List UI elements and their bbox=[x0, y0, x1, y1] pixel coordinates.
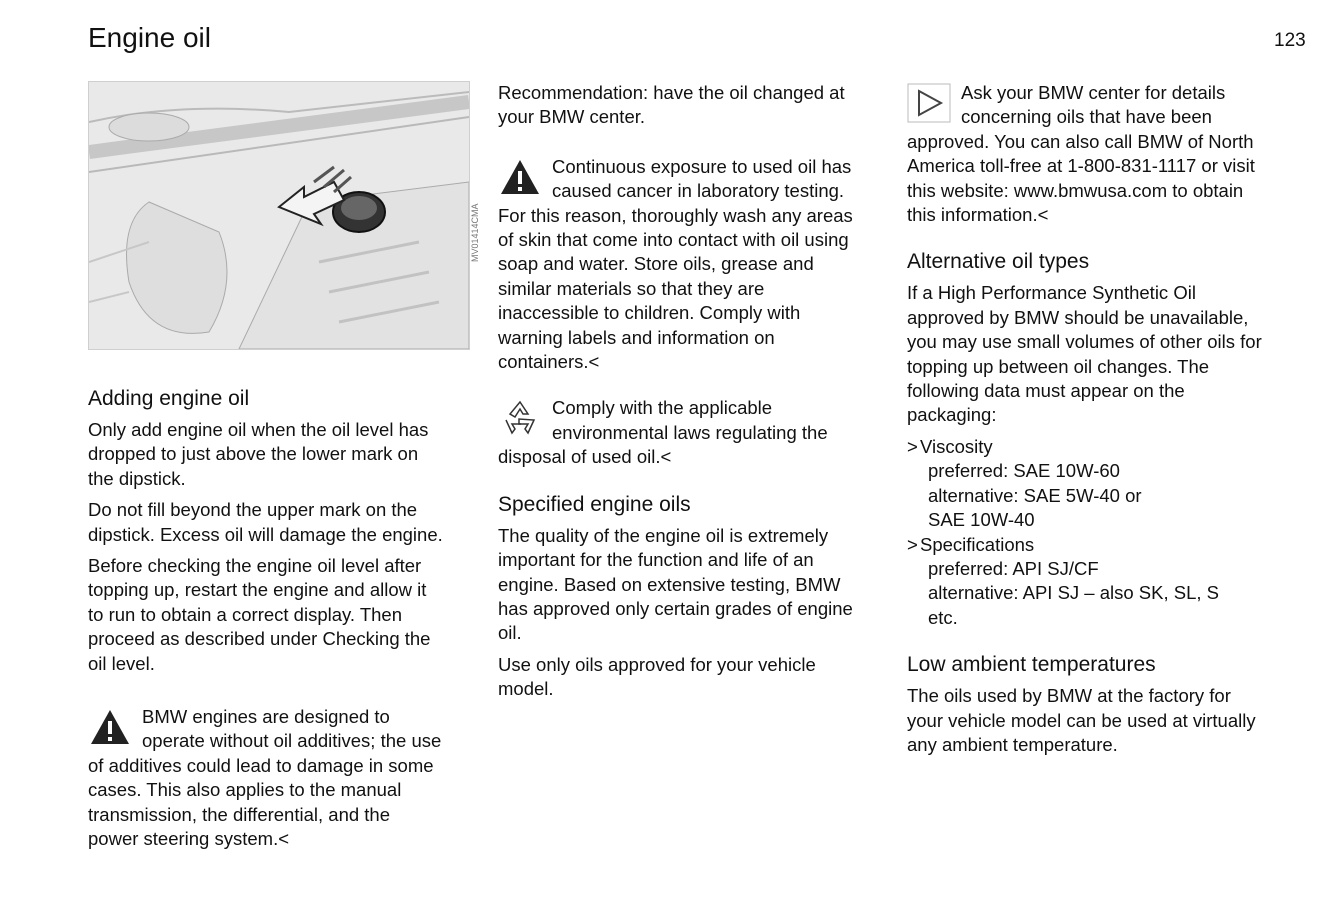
page-number: 123 bbox=[1274, 30, 1306, 51]
specified-engine-oils-heading: Specified engine oils bbox=[498, 492, 691, 516]
list-item-detail: SAE 10W-40 bbox=[928, 509, 1035, 531]
adding-paragraph-1: Only add engine oil when the oil level has dropped to just above the lower mark on the dipstick. bbox=[88, 419, 429, 489]
list-item: > Viscosity bbox=[907, 435, 993, 457]
used-oil-warning bbox=[498, 155, 858, 375]
column-left bbox=[88, 81, 443, 852]
list-item-detail: preferred: SAE 10W-60 bbox=[928, 460, 1120, 482]
column-right bbox=[907, 81, 1262, 764]
bmw-center-note-text: Ask your BMW center for details concerning oils that have been approved. You can also call BMW of North America toll-free at 1-800-831-1117 or visit this website: www.bmwusa.com to obtain this information.< bbox=[907, 82, 1255, 226]
low-temperatures-paragraph: The oils used by BMW at the factory for your vehicle model can be used at virtually any ambient temperature. bbox=[907, 685, 1256, 755]
environment-note-text: Comply with the applicable environmental laws regulating the disposal of used oil.< bbox=[498, 397, 828, 468]
used-oil-warning-text: Continuous exposure to used oil has caused cancer in laboratory testing. For this reason, thoroughly wash any areas of skin that come into contact with oil using soap and water. Store oils, grease and similar materials so that they are inaccessible to children. Comply with warning labels and information on containers.< bbox=[498, 155, 853, 373]
figure-code: MV01414CMA bbox=[470, 203, 480, 262]
adding-paragraph-2: Do not fill beyond the upper mark on the dipstick. Excess oil will damage the engine. bbox=[88, 499, 443, 545]
list-item-detail: etc. bbox=[928, 606, 958, 628]
additives-warning-text: BMW engines are designed to operate without oil additives; the use of additives could lead to damage in some cases. This also applies to the manual transmission, the differential, and the power steering system.< bbox=[88, 706, 442, 850]
alternative-oil-types-heading: Alternative oil types bbox=[907, 250, 1090, 274]
list-item-detail: preferred: API SJ/CF bbox=[928, 557, 1099, 579]
list-item-detail: alternative: SAE 5W-40 or bbox=[928, 484, 1142, 506]
recycle-icon bbox=[498, 398, 544, 440]
engine-oil-filler-illustration bbox=[88, 81, 470, 350]
specified-paragraph-2: Use only oils approved for your vehicle model. bbox=[498, 653, 816, 700]
list-item: > Specifications bbox=[907, 533, 1035, 555]
adding-paragraph-3: Before checking the engine oil level after topping up, restart the engine and allow it to run to obtain a correct display. Then proceed as described under Checking the oil level. bbox=[88, 555, 431, 674]
environment-note bbox=[498, 396, 858, 469]
specified-paragraph-1: The quality of the engine oil is extremely important for the function and life of an engine. Based on extensive testing, BMW has approved only certain grades of engine oil. bbox=[498, 524, 853, 644]
engine-bay-drawing bbox=[89, 82, 469, 349]
note-arrow-icon bbox=[907, 83, 953, 125]
warning-triangle-icon bbox=[498, 157, 544, 199]
alternative-paragraph-1: If a High Performance Synthetic Oil approved by BMW should be unavailable, you may use small volumes of other oils for topping up between oil changes. The following data must appear on the packaging: bbox=[907, 282, 1262, 426]
packaging-data-list bbox=[907, 435, 1262, 630]
warning-triangle-icon bbox=[88, 707, 134, 749]
page-title: Engine oil bbox=[88, 22, 211, 53]
column-middle bbox=[498, 81, 858, 709]
low-ambient-temperatures-heading: Low ambient temperatures bbox=[907, 653, 1156, 677]
additives-warning bbox=[88, 705, 443, 851]
recommendation-text: Recommendation: have the oil changed at your BMW center. bbox=[498, 82, 845, 128]
bmw-center-note bbox=[907, 81, 1262, 227]
adding-engine-oil-heading: Adding engine oil bbox=[88, 387, 250, 410]
list-item-detail: alternative: API SJ – also SK, SL, S bbox=[928, 582, 1220, 604]
